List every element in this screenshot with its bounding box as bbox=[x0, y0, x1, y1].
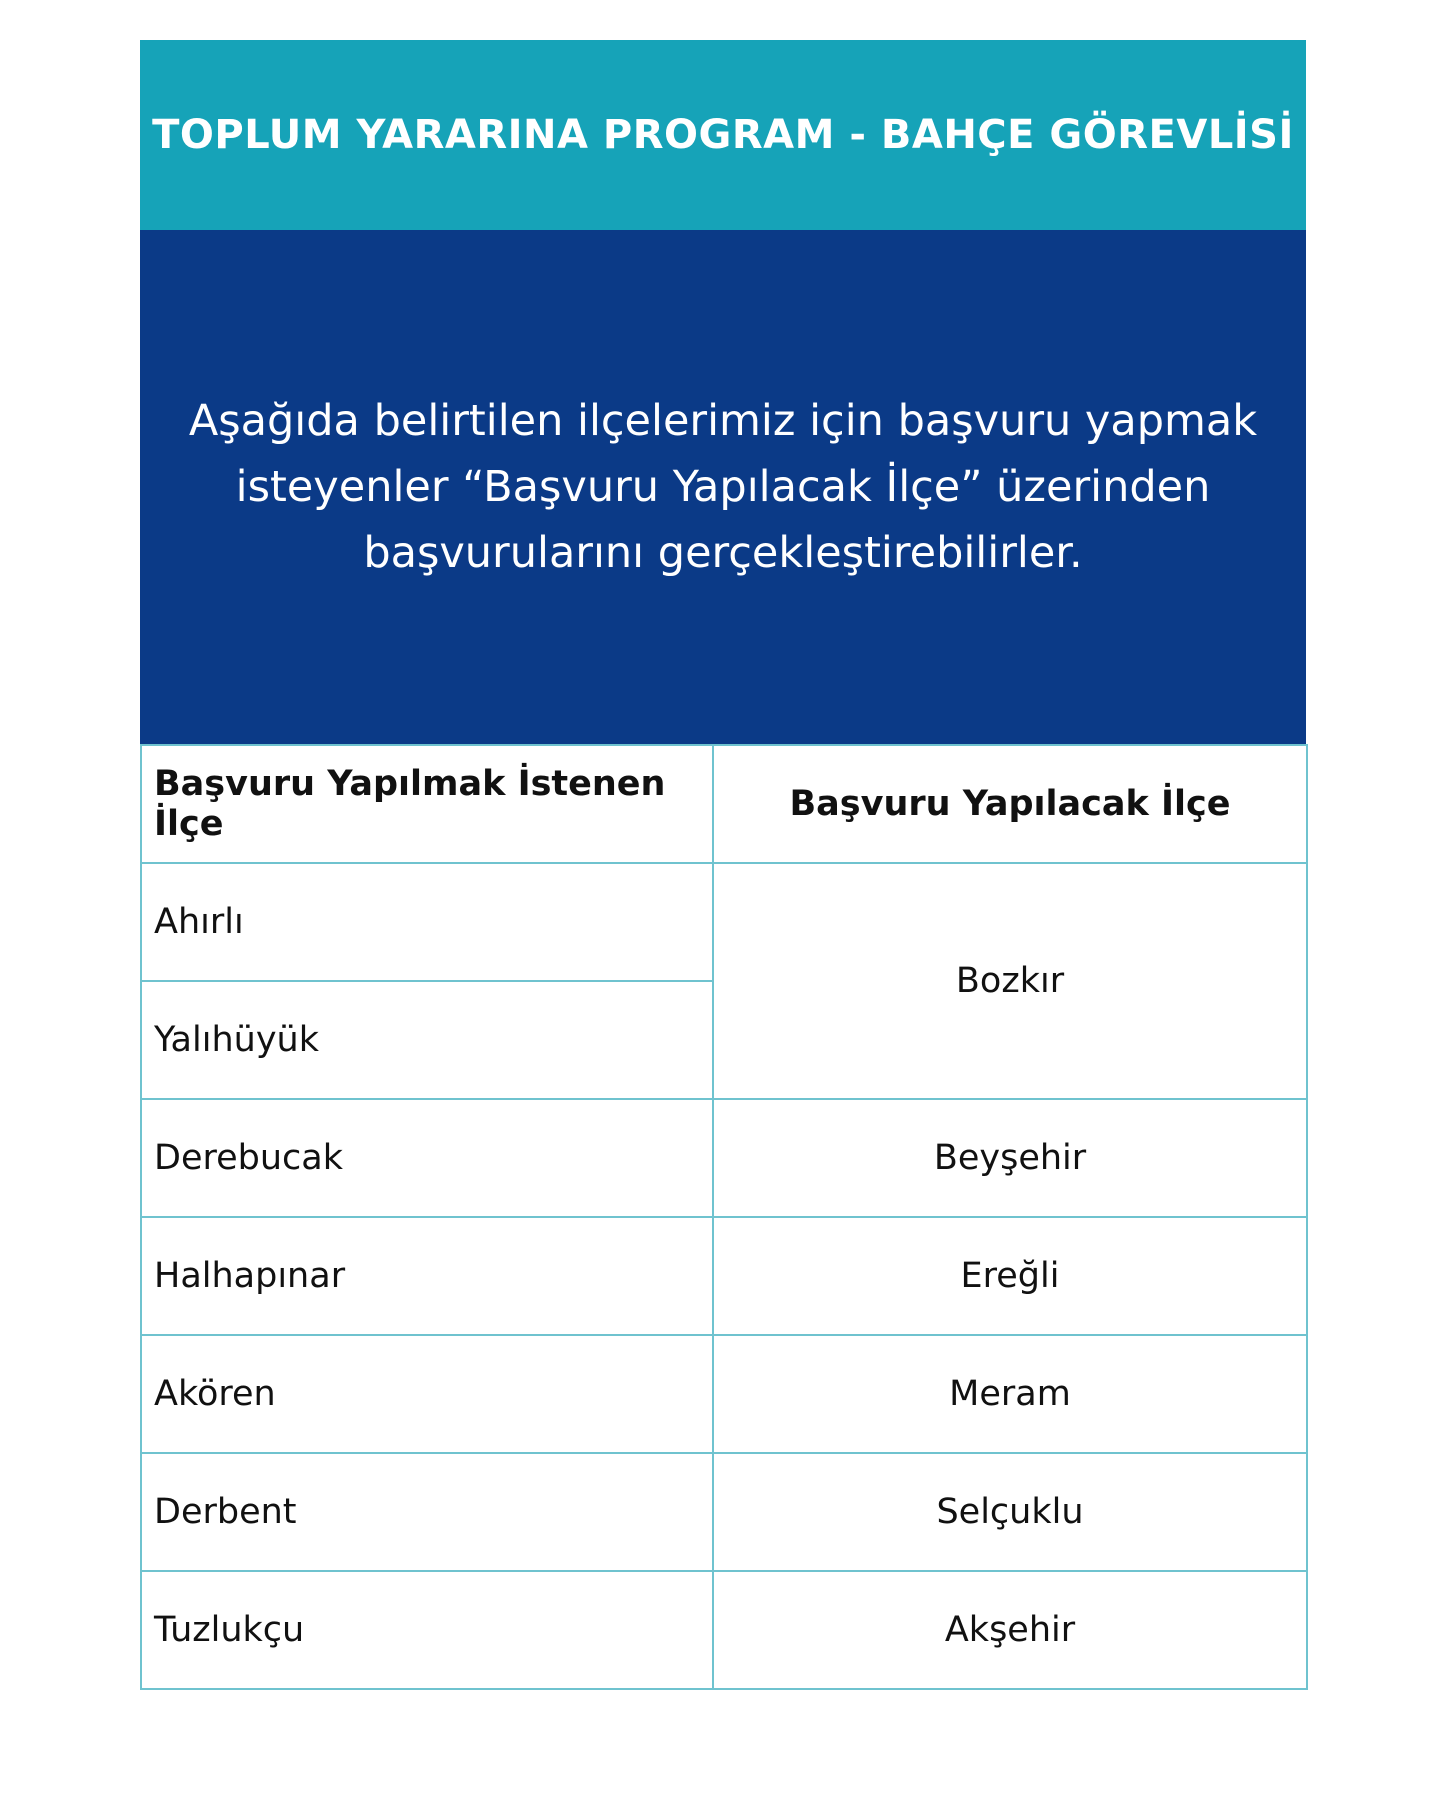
requested-district-cell: Derbent bbox=[141, 1453, 713, 1571]
target-district-cell: Meram bbox=[713, 1335, 1307, 1453]
requested-district-cell: Yalıhüyük bbox=[141, 981, 713, 1099]
requested-district-cell: Halhapınar bbox=[141, 1217, 713, 1335]
table-header-row bbox=[141, 745, 1307, 863]
requested-district-cell: Ahırlı bbox=[141, 863, 713, 981]
target-district-cell: Selçuklu bbox=[713, 1453, 1307, 1571]
requested-district-cell: Derebucak bbox=[141, 1099, 713, 1217]
target-district-cell: Ereğli bbox=[713, 1217, 1307, 1335]
target-district-cell: Beyşehir bbox=[713, 1099, 1307, 1217]
table-row bbox=[141, 863, 1307, 981]
table-row bbox=[141, 1571, 1307, 1689]
column-header-target: Başvuru Yapılacak İlçe bbox=[713, 745, 1307, 863]
info-panel bbox=[140, 230, 1306, 744]
title-bar bbox=[140, 40, 1306, 230]
table-row bbox=[141, 1335, 1307, 1453]
target-district-cell: Akşehir bbox=[713, 1571, 1307, 1689]
info-text: Aşağıda belirtilen ilçelerimiz için başvuru yapmak isteyenler “Başvuru Yapılacak İlçe” üzerinden başvurularını gerçekleştirebilirler. bbox=[188, 396, 1258, 578]
requested-district-cell: Akören bbox=[141, 1335, 713, 1453]
table-row bbox=[141, 1099, 1307, 1217]
requested-district-cell: Tuzlukçu bbox=[141, 1571, 713, 1689]
page-title: TOPLUM YARARINA PROGRAM - BAHÇE GÖREVLİSİ bbox=[152, 112, 1294, 158]
table-row bbox=[141, 1453, 1307, 1571]
program-card bbox=[140, 40, 1306, 1690]
districts-table bbox=[140, 744, 1308, 1690]
column-header-requested: Başvuru Yapılmak İstenen İlçe bbox=[141, 745, 713, 863]
target-district-cell: Bozkır bbox=[713, 863, 1307, 1099]
table-row bbox=[141, 1217, 1307, 1335]
